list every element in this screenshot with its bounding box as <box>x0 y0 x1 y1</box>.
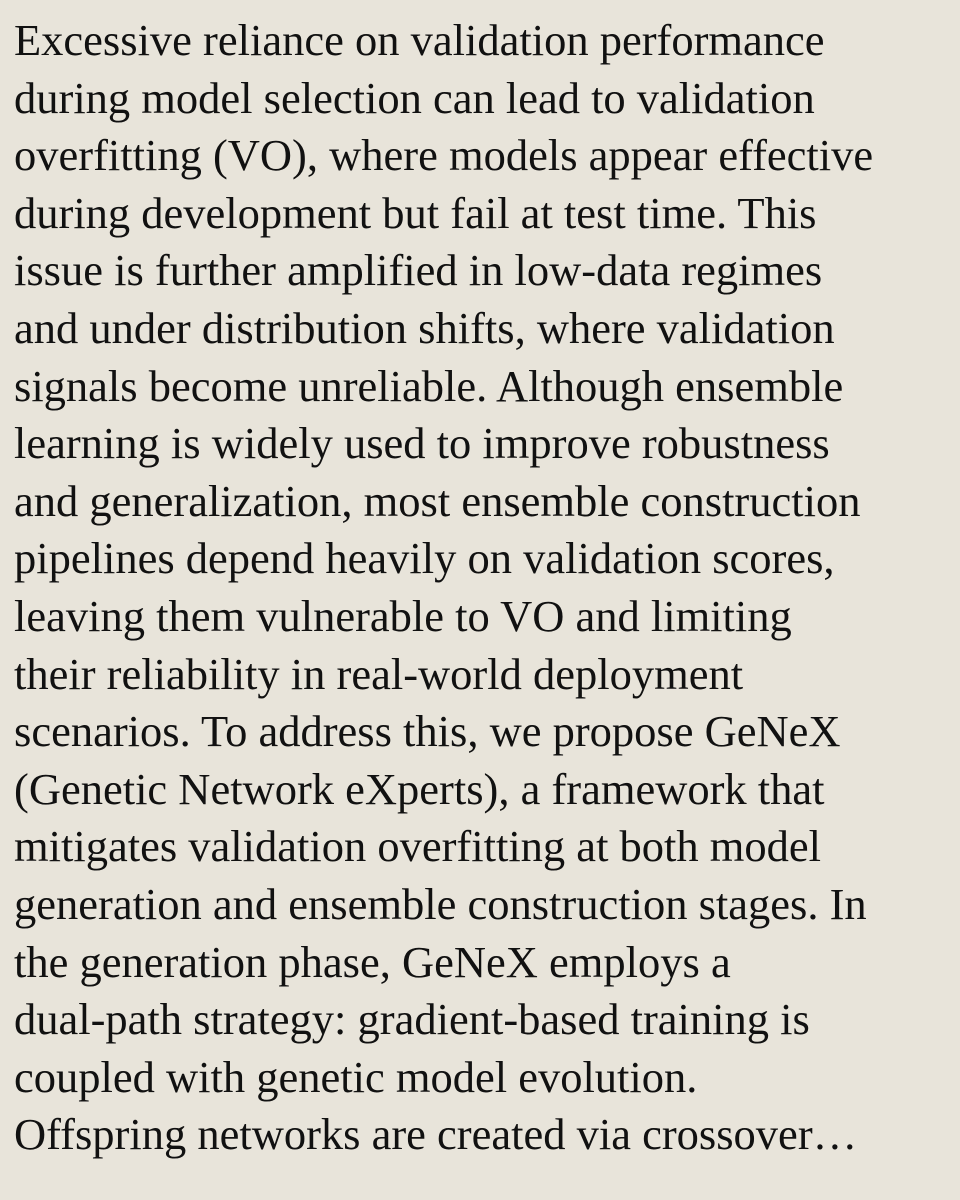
text-line: mitigates validation overfitting at both model <box>14 821 822 872</box>
text-line: coupled with genetic model evolution. <box>14 1051 698 1102</box>
text-line: pipelines depend heavily on validation scores, <box>14 533 835 584</box>
text-line: dual-path strategy: gradient-based training is <box>14 994 810 1045</box>
text-line: the generation phase, GeNeX employs a <box>14 936 731 987</box>
text-line: during model selection can lead to validation <box>14 72 815 123</box>
text-line: signals become unreliable. Although ensemble <box>14 360 844 411</box>
text-line: leaving them vulnerable to VO and limiting <box>14 590 792 641</box>
text-line: issue is further amplified in low-data regimes <box>14 245 823 296</box>
abstract-paragraph <box>14 12 946 1164</box>
text-line: Excessive reliance on validation performance <box>14 15 825 65</box>
text-line: during development but fail at test time. This <box>14 187 817 238</box>
text-line: Offspring networks are created via crossover… <box>14 1109 858 1160</box>
text-line: their reliability in real-world deployment <box>14 648 744 699</box>
text-line: scenarios. To address this, we propose GeNeX <box>14 706 841 757</box>
text-line: and generalization, most ensemble construction <box>14 475 861 526</box>
text-line: generation and ensemble construction stages. In <box>14 878 867 929</box>
text-line: overfitting (VO), where models appear effective <box>14 130 874 181</box>
text-line: (Genetic Network eXperts), a framework that <box>14 763 825 814</box>
text-line: learning is widely used to improve robustness <box>14 418 830 469</box>
text-line: and under distribution shifts, where validation <box>14 302 835 353</box>
